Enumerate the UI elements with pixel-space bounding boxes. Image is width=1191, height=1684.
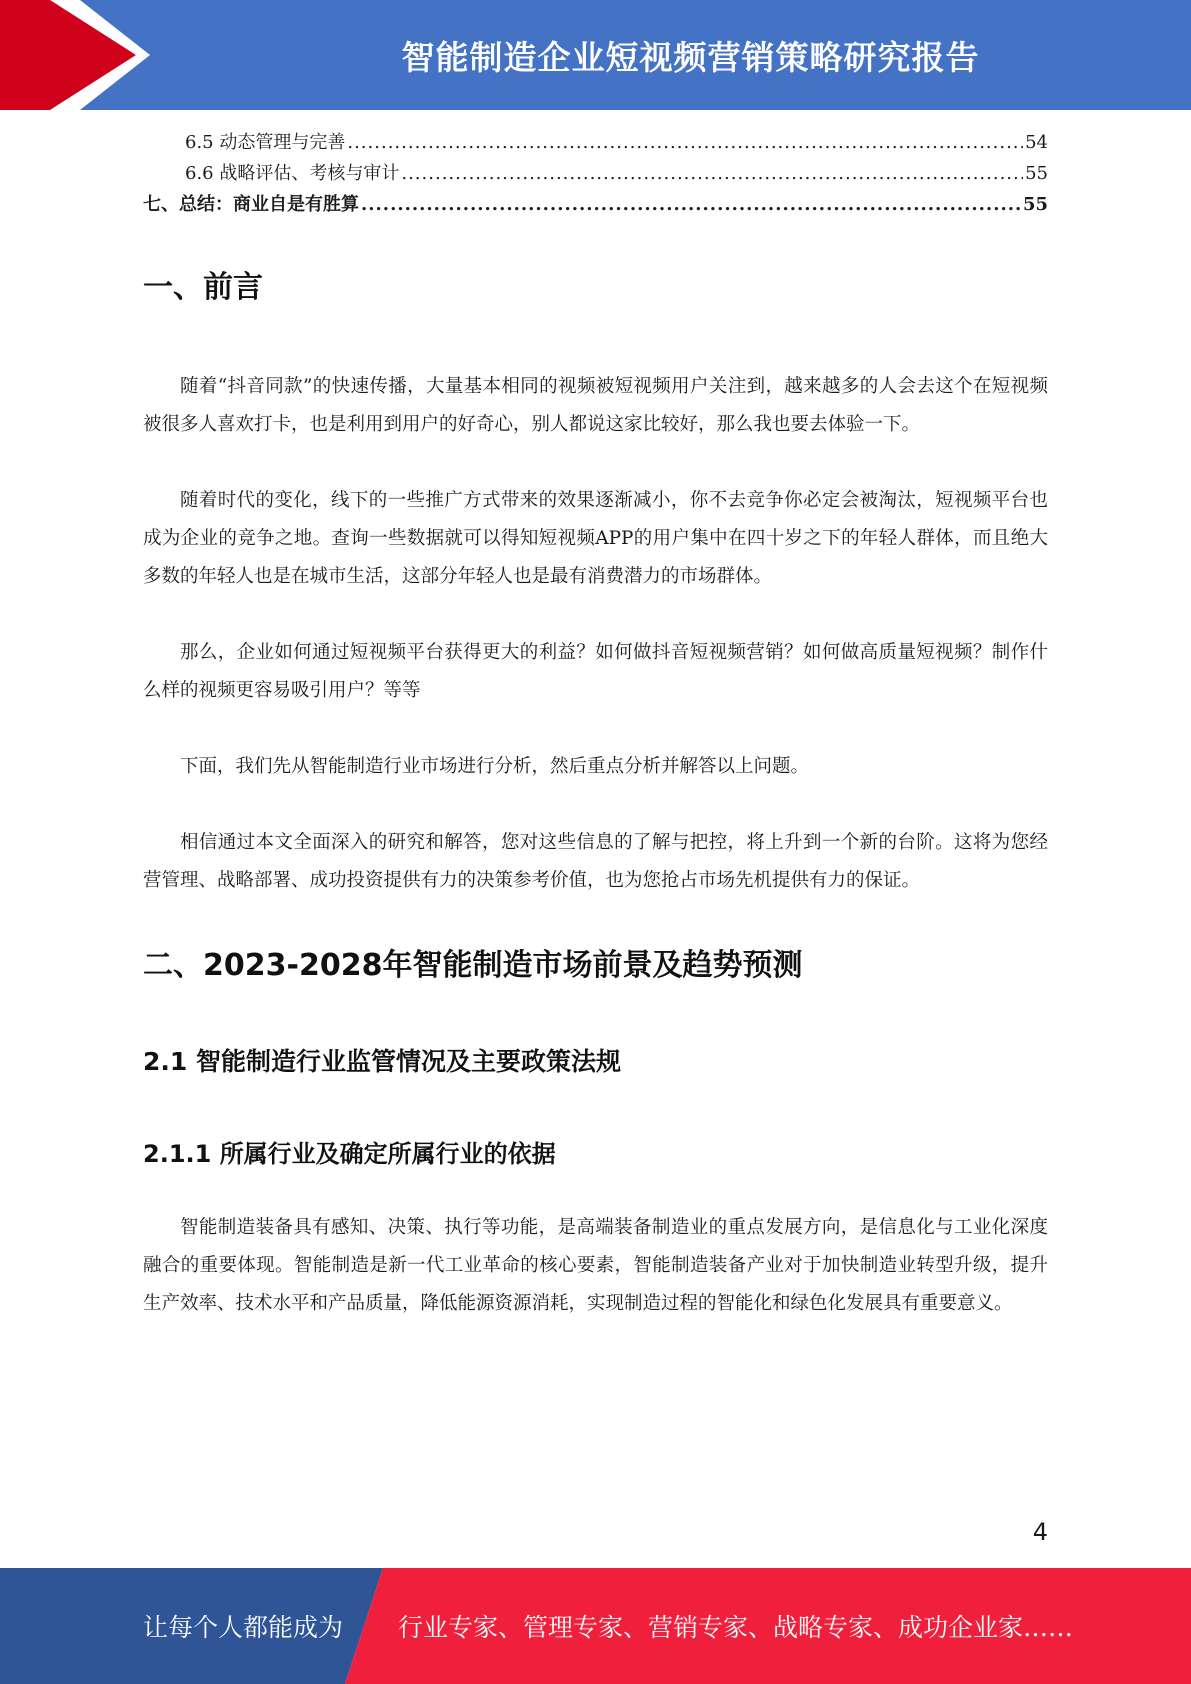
- page-footer: [0, 1568, 1191, 1684]
- paragraph: 相信通过本文全面深入的研究和解答，您对这些信息的了解与把控，将上升到一个新的台阶。这将为您经营管理、战略部署、成功投资提供有力的决策参考价值，也为您抢占市场先机提供有力的保证。: [143, 832, 1048, 891]
- toc-entry-label: 七、总结：商业自是有胜算: [143, 194, 359, 215]
- toc-entry[interactable]: [143, 190, 1048, 221]
- toc-entry-page: 55: [1025, 163, 1048, 184]
- page-header: [0, 0, 1191, 110]
- paragraph: 那么，企业如何通过短视频平台获得更大的利益？如何做抖音短视频营销？如何做高质量短视频？制作什么样的视频更容易吸引用户？等等: [143, 642, 1048, 701]
- paragraph: 智能制造装备具有感知、决策、执行等功能，是高端装备制造业的重点发展方向，是信息化与工业化深度融合的重要体现。智能制造是新一代工业革命的核心要素，智能制造装备产业对于加快制造业转型升级，提升生产效率、技术水平和产品质量，降低能源资源消耗，实现制造过程的智能化和绿色化发展具有重要意义。: [143, 1217, 1048, 1314]
- paragraph: 下面，我们先从智能制造行业市场进行分析，然后重点分析并解答以上问题。: [180, 756, 810, 777]
- main-content: [143, 262, 1048, 1323]
- footer-slogan-left: 让每个人都能成为: [143, 1613, 344, 1642]
- toc-leader-dots: [401, 163, 1023, 184]
- section-heading-market-outlook: 二、2023-2028年智能制造市场前景及趋势预测: [143, 948, 803, 983]
- toc-entry-label: 6.6 战略评估、考核与审计: [185, 163, 400, 184]
- footer-slogan-right: 行业专家、管理专家、营销专家、战略专家、成功企业家……: [398, 1613, 1074, 1642]
- header-title: 智能制造企业短视频营销策略研究报告: [401, 37, 980, 77]
- toc-entry-label: 6.5 动态管理与完善: [185, 132, 346, 153]
- toc-entry-page: 54: [1025, 132, 1048, 153]
- toc-entry[interactable]: [143, 159, 1048, 190]
- subsection-heading: 2.1 智能制造行业监管情况及主要政策法规: [143, 1047, 621, 1076]
- section-heading-preface: 一、前言: [143, 270, 263, 305]
- subsubsection-heading: 2.1.1 所属行业及确定所属行业的依据: [143, 1140, 556, 1168]
- toc-leader-dots: [347, 132, 1023, 153]
- paragraph: 随着“抖音同款”的快速传播，大量基本相同的视频被短视频用户关注到，越来越多的人会去这个在短视频被很多人喜欢打卡，也是利用到用户的好奇心，别人都说这家比较好，那么我也要去体验一下。: [143, 376, 1048, 435]
- toc-entry-page: 55: [1022, 194, 1048, 215]
- page-number: 4: [1032, 1518, 1048, 1546]
- table-of-contents: [143, 128, 1048, 221]
- paragraph: 随着时代的变化，线下的一些推广方式带来的效果逐渐减小，你不去竞争你必定会被淘汰，短视频平台也成为企业的竞争之地。查询一些数据就可以得知短视频APP的用户集中在四十岁之下的年轻人群体，而且绝大多数的年轻人也是在城市生活，这部分年轻人也是最有消费潜力的市场群体。: [143, 490, 1048, 587]
- toc-entry[interactable]: [143, 128, 1048, 159]
- toc-leader-dots: [361, 194, 1021, 215]
